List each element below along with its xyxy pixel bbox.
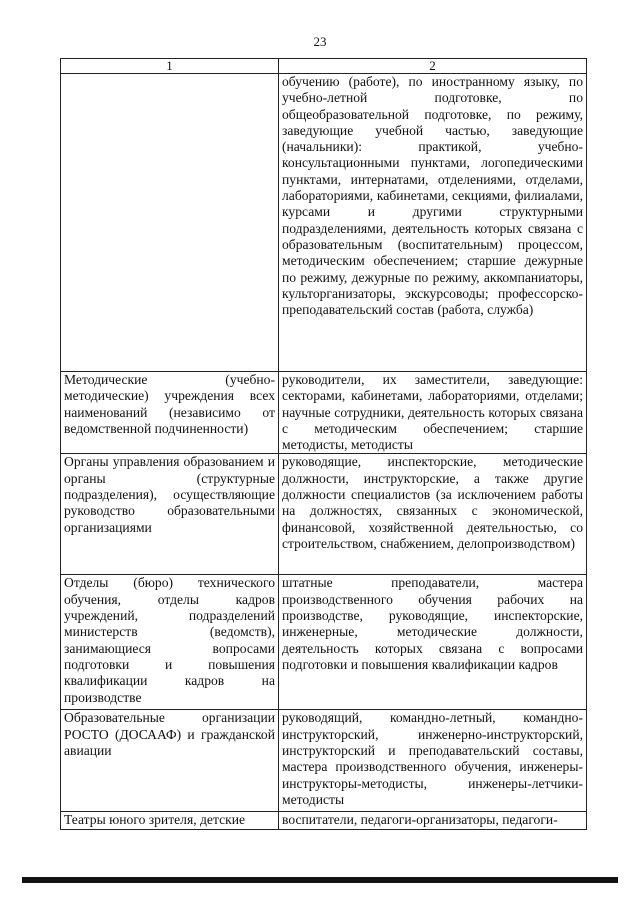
institution-cell: Органы управления образованием и органы (структурные подразделения), осуществляющие руководство образовательными организациями <box>61 454 279 575</box>
positions-cell: обучению (работе), по иностранному языку, по учебно-летной подготовке, по общеобразовательной подготовке, по режиму, заведующие учебной частью, заведующие (начальники): практикой, учебно-консультационными пунктами, логопедическими пунктами, интернатами, отделениями, отделами, лабораториями, кабинетами, секциями, филиалами, курсами и другими структурными подразделениями, деятельность которых связана с образовательным (воспитательным) процессом, методическим обеспечением; старшие дежурные по режиму, дежурные по режиму, аккомпаниаторы, культорганизаторы, экскурсоводы; профессорско-преподавательский состав (работа, служба) <box>279 74 587 372</box>
positions-cell: воспитатели, педагоги-организаторы, педагоги- <box>279 812 587 829</box>
table-row <box>61 454 587 575</box>
table-row <box>61 812 587 829</box>
table-row <box>61 710 587 812</box>
table-row <box>61 74 587 372</box>
institution-cell: Театры юного зрителя, детские <box>61 812 279 829</box>
table-header-row <box>61 59 587 74</box>
institution-cell: Методические (учебно-методические) учреждения всех наименований (независимо от ведомственной подчиненности) <box>61 372 279 454</box>
table-row <box>61 575 587 710</box>
institution-cell: Образовательные организации РОСТО (ДОСААФ) и гражданской авиации <box>61 710 279 812</box>
column-1-header: 1 <box>61 59 279 74</box>
positions-cell: руководители, их заместители, заведующие: секторами, кабинетами, лабораториями, отделами; научные сотрудники, деятельность которых связана с методическим обеспечением; старшие методисты, методисты <box>279 372 587 454</box>
page-number: 23 <box>313 34 327 49</box>
institution-cell <box>61 74 279 372</box>
bottom-rule <box>22 877 618 883</box>
positions-cell: штатные преподаватели, мастера производственного обучения рабочих на производстве, руководящие, инспекторские, инженерные, методические должности, деятельность которых связана с вопросами подготовки и повышения квалификации кадров <box>279 575 587 710</box>
positions-table <box>60 58 587 830</box>
positions-cell: руководящие, инспекторские, методические должности, инструкторские, а также другие должности специалистов (за исключением работы на должностях, связанных с экономической, финансовой, хозяйственной деятельностью, со строительством, снабжением, делопроизводством) <box>279 454 587 575</box>
table-row <box>61 372 587 454</box>
positions-cell: руководящий, командно-летный, командно-инструкторский, инженерно-инструкторский, инструкторский и преподавательский составы, мастера производственного обучения, инженеры-инструкторы-методисты, инженеры-летчики-методисты <box>279 710 587 812</box>
institution-cell: Отделы (бюро) технического обучения, отделы кадров учреждений, подразделений министерств (ведомств), занимающиеся вопросами подготовки и повышения квалификации кадров на производстве <box>61 575 279 710</box>
column-2-header: 2 <box>279 59 587 74</box>
